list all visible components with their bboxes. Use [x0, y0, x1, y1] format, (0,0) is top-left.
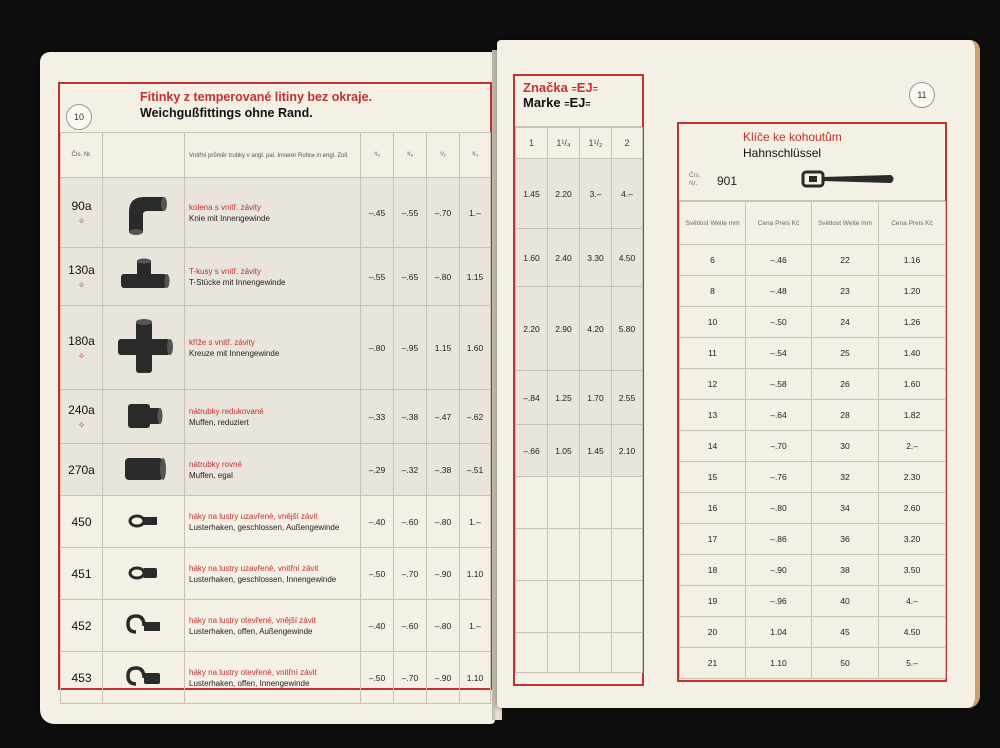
price-cell: 1.25	[548, 371, 580, 425]
item-description: kolena s vnitř. závity Knie mit Innengewinde	[185, 178, 361, 248]
bore-cell: 12	[680, 369, 746, 400]
price-cell	[548, 581, 580, 633]
page-title	[140, 90, 480, 120]
item-description: háky na lustry otevřené, vnitřní závit Lusterhaken, offen, Innengewinde	[185, 652, 361, 704]
table-row	[61, 444, 491, 496]
size-header: 2	[612, 128, 643, 159]
price-cell: 2.20	[516, 287, 548, 371]
bore-cell: 26	[812, 369, 879, 400]
price-cell	[612, 529, 643, 581]
price-cell: 1.–	[460, 600, 491, 652]
key-section-header	[679, 124, 945, 201]
item-description: nátrubky redukované Muffen, reduziert	[185, 390, 361, 444]
price-cell: 4.–	[612, 159, 643, 229]
faucet-key-icon	[799, 168, 899, 190]
price-cell: –.96	[746, 586, 812, 617]
price-cell: –.38	[427, 444, 460, 496]
price-cell	[612, 581, 643, 633]
price-cell: –.33	[361, 390, 394, 444]
catalog-frame	[58, 82, 492, 690]
price-cell: –.90	[427, 652, 460, 704]
price-cell: –.58	[746, 369, 812, 400]
price-cell: –.48	[746, 276, 812, 307]
table-row	[516, 581, 643, 633]
table-row	[680, 586, 946, 617]
price-cell: 1.10	[460, 548, 491, 600]
price-cell: –.50	[746, 307, 812, 338]
bore-cell: 15	[680, 462, 746, 493]
price-cell: –.32	[394, 444, 427, 496]
price-cell: –.95	[394, 306, 427, 390]
price-cell: –.60	[394, 600, 427, 652]
closed-hook-icon	[103, 548, 185, 600]
table-row	[61, 390, 491, 444]
bore-cell: 50	[812, 648, 879, 679]
table-row	[680, 493, 946, 524]
price-cell: 4.–	[879, 586, 946, 617]
table-row	[680, 276, 946, 307]
price-cell: –.70	[394, 548, 427, 600]
open-hook-icon	[103, 652, 185, 704]
bore-cell: 36	[812, 524, 879, 555]
table-row	[680, 369, 946, 400]
price-cell: 1.04	[746, 617, 812, 648]
bore-cell: 25	[812, 338, 879, 369]
bore-header: Světlost Weite mm	[680, 202, 746, 245]
bore-cell: 11	[680, 338, 746, 369]
price-cell: –.40	[361, 600, 394, 652]
item-code: 450	[61, 496, 103, 548]
price-cell	[548, 633, 580, 673]
price-cell: –.80	[361, 306, 394, 390]
price-cell: 2.40	[548, 229, 580, 287]
table-row	[680, 307, 946, 338]
title-de: Weichgußfittings ohne Rand.	[140, 106, 313, 120]
price-cell: –.54	[746, 338, 812, 369]
fittings-table	[60, 132, 491, 704]
key-rows	[680, 245, 946, 679]
bore-cell: 40	[812, 586, 879, 617]
right-page	[497, 40, 980, 708]
price-cell: –.55	[394, 178, 427, 248]
straight-socket-icon	[103, 444, 185, 496]
price-cell	[580, 633, 612, 673]
table-row	[680, 617, 946, 648]
table-row	[680, 400, 946, 431]
price-cell: –.80	[746, 493, 812, 524]
price-cell: –.70	[427, 178, 460, 248]
price-cell	[548, 477, 580, 529]
price-cell: –.84	[516, 371, 548, 425]
title-cs: Fitinky z temperované litiny bez okraje.	[140, 90, 373, 104]
table-row	[516, 529, 643, 581]
item-code: 90a ✧	[61, 178, 103, 248]
price-cell: 1.70	[580, 371, 612, 425]
price-cell: –.51	[460, 444, 491, 496]
table-row	[680, 524, 946, 555]
price-cell: 3.20	[879, 524, 946, 555]
cross-fitting-icon	[103, 306, 185, 390]
size-header: 1¹/₂	[580, 128, 612, 159]
bore-cell: 10	[680, 307, 746, 338]
bore-cell: 38	[812, 555, 879, 586]
price-cell: –.29	[361, 444, 394, 496]
price-cell: –.70	[394, 652, 427, 704]
price-cell: 1.10	[460, 652, 491, 704]
bore-cell: 30	[812, 431, 879, 462]
size-header: 1¹/₄	[548, 128, 580, 159]
page-number: 10	[66, 104, 92, 130]
price-cell: 2.60	[879, 493, 946, 524]
left-page	[40, 52, 495, 724]
bore-cell: 8	[680, 276, 746, 307]
table-row	[516, 229, 643, 287]
image-header	[103, 133, 185, 178]
price-cell: 1.60	[516, 229, 548, 287]
price-cell	[516, 581, 548, 633]
price-cell: 3.–	[580, 159, 612, 229]
table-row	[61, 496, 491, 548]
price-cell: 1.16	[879, 245, 946, 276]
item-code: 130a ✧	[61, 248, 103, 306]
diameter-header: Vnitřní průměr trubky v angl. pal. Innerer Rohr⌀ in engl. Zoll.	[185, 133, 361, 178]
price-cell: 2.55	[612, 371, 643, 425]
bore-cell: 28	[812, 400, 879, 431]
bore-cell: 17	[680, 524, 746, 555]
price-cell	[580, 477, 612, 529]
price-cell: 2.30	[879, 462, 946, 493]
price-cell	[612, 633, 643, 673]
bore-cell: 18	[680, 555, 746, 586]
table-row	[680, 338, 946, 369]
price-cell: 3.30	[580, 229, 612, 287]
price-cell: 1.82	[879, 400, 946, 431]
item-description: háky na lustry uzavřené, vnější závit Lusterhaken, geschlossen, Außengewinde	[185, 496, 361, 548]
price-cell: 1.10	[746, 648, 812, 679]
bore-cell: 13	[680, 400, 746, 431]
faucet-key-frame	[677, 122, 947, 682]
price-cell: –.40	[361, 496, 394, 548]
table-row	[61, 178, 491, 248]
faucet-key-table	[679, 201, 946, 679]
item-description: nátrubky rovné Muffen, egal	[185, 444, 361, 496]
price-cell: –.55	[361, 248, 394, 306]
item-code: 270a	[61, 444, 103, 496]
item-code: 180a ✧	[61, 306, 103, 390]
price-cell: –.66	[516, 425, 548, 477]
table-row	[680, 462, 946, 493]
tee-fitting-icon	[103, 248, 185, 306]
price-header: Cena Preis Kč	[879, 202, 946, 245]
table-row	[61, 248, 491, 306]
size-header: ³/₈	[394, 133, 427, 178]
bore-cell: 16	[680, 493, 746, 524]
price-cell	[516, 477, 548, 529]
price-cell: –.86	[746, 524, 812, 555]
price-cell: –.45	[361, 178, 394, 248]
bore-cell: 24	[812, 307, 879, 338]
number-header: Čís. Nr.	[61, 133, 103, 178]
size-header: ³/₄	[460, 133, 491, 178]
closed-hook-icon	[103, 496, 185, 548]
price-cell	[580, 529, 612, 581]
size-header: ¹/₄	[361, 133, 394, 178]
price-cell: 4.20	[580, 287, 612, 371]
table-row	[680, 245, 946, 276]
price-cell: 1.26	[879, 307, 946, 338]
item-code: 451	[61, 548, 103, 600]
price-cell: 1.20	[879, 276, 946, 307]
item-description: kříže s vnitř. závity Kreuze mit Innengewinde	[185, 306, 361, 390]
price-cell: 3.50	[879, 555, 946, 586]
bore-cell: 23	[812, 276, 879, 307]
price-cell: –.90	[746, 555, 812, 586]
page-number: 11	[909, 82, 935, 108]
price-cell: 4.50	[612, 229, 643, 287]
table-row	[516, 287, 643, 371]
table-row	[516, 371, 643, 425]
price-cell: 2.20	[548, 159, 580, 229]
size-header: 1	[516, 128, 548, 159]
item-code: 452	[61, 600, 103, 652]
item-code: 453	[61, 652, 103, 704]
price-cell	[580, 581, 612, 633]
price-cell	[516, 633, 548, 673]
price-cell: –.80	[427, 600, 460, 652]
price-cell: –.70	[746, 431, 812, 462]
price-cell: 1.–	[460, 178, 491, 248]
table-row	[516, 159, 643, 229]
item-code: 240a ✧	[61, 390, 103, 444]
price-cell: 5.80	[612, 287, 643, 371]
price-header: Cena Preis Kč	[746, 202, 812, 245]
price-cell: 2.–	[879, 431, 946, 462]
table-row	[516, 477, 643, 529]
table-row	[680, 555, 946, 586]
price-cell: –.64	[746, 400, 812, 431]
table-row	[516, 633, 643, 673]
brand-label: Značka =EJ= Marke =EJ=	[515, 76, 642, 127]
price-cell: –.47	[427, 390, 460, 444]
bore-cell: 6	[680, 245, 746, 276]
price-cell: –.46	[746, 245, 812, 276]
price-cell: 5.–	[879, 648, 946, 679]
key-number: 901	[717, 174, 738, 188]
item-description: háky na lustry uzavřené, vnitřní závit Lusterhaken, geschlossen, Innengewinde	[185, 548, 361, 600]
key-title-de: Hahnschlüssel	[743, 146, 822, 160]
table-row	[61, 600, 491, 652]
price-cell: 1.60	[879, 369, 946, 400]
bore-cell: 14	[680, 431, 746, 462]
price-cell: 1.15	[460, 248, 491, 306]
bore-cell: 32	[812, 462, 879, 493]
brand-frame	[513, 74, 644, 686]
price-cell: –.65	[394, 248, 427, 306]
table-row	[61, 652, 491, 704]
price-cell: 2.10	[612, 425, 643, 477]
bore-cell: 21	[680, 648, 746, 679]
key-title-cs: Klíče ke kohoutům	[743, 130, 842, 144]
price-cell: 1.60	[460, 306, 491, 390]
table-row	[61, 548, 491, 600]
price-cell: 1.45	[580, 425, 612, 477]
price-cell: –.90	[427, 548, 460, 600]
item-description: T-kusy s vnitř. závity T-Stücke mit Innengewinde	[185, 248, 361, 306]
price-cell: –.80	[427, 496, 460, 548]
bore-cell: 19	[680, 586, 746, 617]
price-cell: –.80	[427, 248, 460, 306]
bore-cell: 22	[812, 245, 879, 276]
open-hook-icon	[103, 600, 185, 652]
price-cell: 1.–	[460, 496, 491, 548]
bore-cell: 20	[680, 617, 746, 648]
table-row	[680, 648, 946, 679]
price-cell: 1.15	[427, 306, 460, 390]
bore-cell: 34	[812, 493, 879, 524]
price-cell: –.38	[394, 390, 427, 444]
bore-header: Světlost Weite mm	[812, 202, 879, 245]
bore-cell: 45	[812, 617, 879, 648]
table-row	[680, 431, 946, 462]
price-cell: –.62	[460, 390, 491, 444]
continued-sizes-table	[515, 127, 643, 673]
reducing-socket-icon	[103, 390, 185, 444]
size-header: ¹/₂	[427, 133, 460, 178]
price-cell	[612, 477, 643, 529]
price-cell	[548, 529, 580, 581]
elbow-fitting-icon	[103, 178, 185, 248]
price-cell: 1.05	[548, 425, 580, 477]
key-number-label: Čís. Nr.	[689, 172, 701, 187]
item-description: háky na lustry otevřené, vnější závit Lusterhaken, offen, Außengewinde	[185, 600, 361, 652]
price-cell: –.76	[746, 462, 812, 493]
price-cell: 4.50	[879, 617, 946, 648]
price-cell: –.60	[394, 496, 427, 548]
price-cell: 1.45	[516, 159, 548, 229]
price-cell: –.50	[361, 548, 394, 600]
price-cell: 1.40	[879, 338, 946, 369]
table-row	[516, 425, 643, 477]
price-cell	[516, 529, 548, 581]
price-cell: –.50	[361, 652, 394, 704]
table-row	[61, 306, 491, 390]
price-cell: 2.90	[548, 287, 580, 371]
